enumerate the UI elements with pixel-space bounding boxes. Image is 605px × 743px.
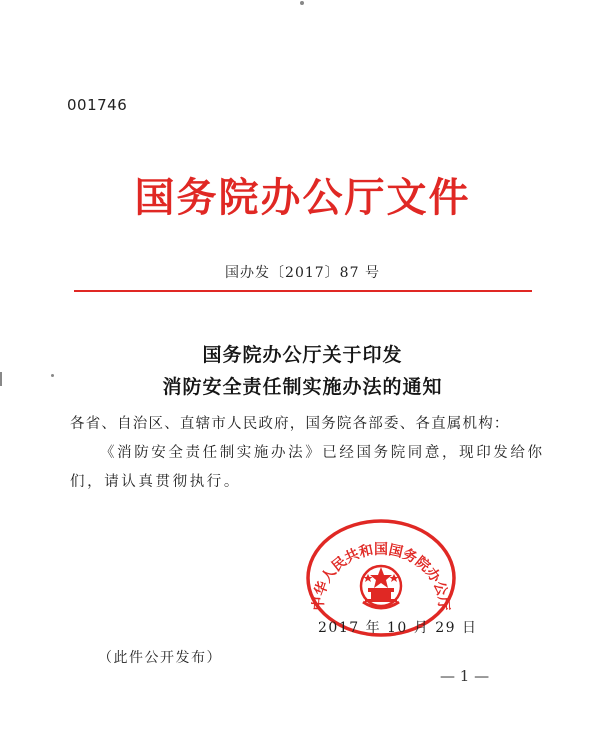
page-number: — 1 —: [440, 667, 490, 685]
body-paragraph-line-1: 《消防安全责任制实施办法》已经国务院同意，现印发给你: [100, 445, 545, 461]
seal-inscription: 中华人民共和国国务院办公厅: [310, 542, 452, 611]
body-paragraph-line-2: 们，请认真贯彻执行。: [70, 474, 241, 490]
red-separator-line: [74, 290, 532, 292]
document-serial-number: 001746: [67, 96, 128, 114]
issuer-masthead: 国务院办公厅文件: [134, 175, 471, 221]
issue-date: 2017 年 10 月 29 日: [318, 620, 478, 636]
addressee-line: 各省、自治区、直辖市人民政府，国务院各部委、各直属机构：: [70, 416, 510, 432]
publication-note: （此件公开发布）: [98, 650, 222, 666]
document-title-line-1: 国务院办公厅关于印发: [202, 344, 403, 366]
scan-speck: [300, 1, 304, 5]
document-title-line-2: 消防安全责任制实施办法的通知: [162, 376, 443, 398]
document-number: 国办发〔2017〕87 号: [225, 265, 380, 281]
national-emblem-icon: [361, 566, 401, 608]
